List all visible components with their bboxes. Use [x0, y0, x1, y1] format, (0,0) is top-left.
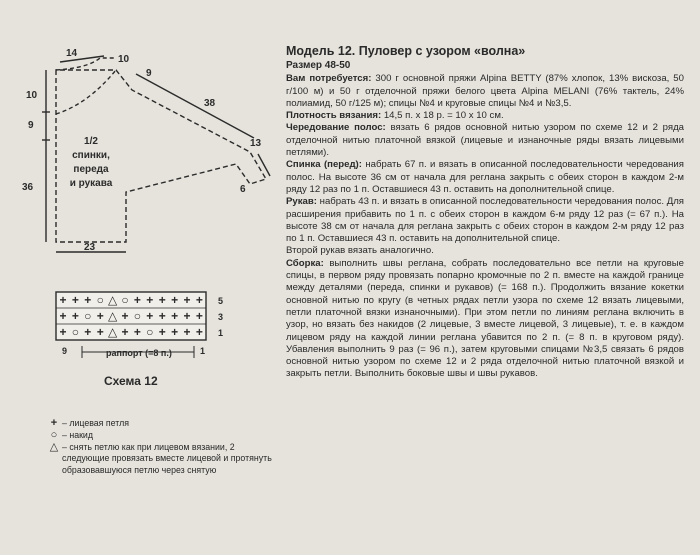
chart-cell: + — [133, 293, 141, 307]
center-label-4: и рукава — [69, 178, 113, 189]
legend-item-decrease — [46, 442, 276, 477]
chart-cell: + — [183, 325, 191, 339]
chart-cell: ○ — [96, 293, 104, 307]
chart-cell: + — [158, 325, 166, 339]
chart-cell: ○ — [84, 309, 92, 323]
start-number: 9 — [62, 346, 68, 356]
chart-cell: + — [146, 309, 154, 323]
chart-cell: + — [171, 325, 179, 339]
article-size: Размер 48-50 — [286, 60, 351, 71]
row-number-5: 5 — [218, 296, 224, 306]
chart-cell: + — [158, 309, 166, 323]
chart-cell: + — [96, 309, 104, 323]
center-label-2: спинки, — [72, 150, 110, 161]
dim-wrist: 6 — [240, 184, 246, 195]
diagram-neckline — [56, 58, 116, 70]
legend — [46, 418, 276, 477]
chart-cell: + — [96, 325, 104, 339]
row-number-1: 1 — [218, 328, 224, 338]
dim-cuff: 13 — [250, 138, 262, 149]
legend-symbol-knit: + — [50, 417, 58, 429]
dim-side-9: 9 — [28, 120, 34, 131]
chart-cell: △ — [107, 325, 118, 339]
chart-cell: △ — [107, 293, 118, 307]
legend-item-yarnover — [46, 430, 276, 442]
legend-symbol-yarnover: ○ — [50, 428, 58, 441]
legend-label-yarnover: – накид — [62, 429, 93, 440]
pattern-diagram — [18, 44, 280, 264]
stitch-chart — [50, 288, 240, 368]
chart-cell: + — [59, 309, 67, 323]
dim-line-cuff — [258, 154, 270, 176]
chart-cell: + — [84, 325, 92, 339]
chart-cell: + — [183, 309, 191, 323]
chart-cell: + — [59, 293, 67, 307]
dim-line-sleeve — [136, 74, 254, 138]
dim-sleeve-length: 38 — [204, 98, 216, 109]
chart-cell: △ — [107, 309, 118, 323]
paragraph-sleeve: Рукав: набрать 43 п. и вязать в описанной последовательности чередования полос. Для расширения прибавить по 1 п. с обеих сторон в каждом 6-м ряду 12 раз (= 67 п.). На высоте 38 см от начала для реглана закрыть с обеих сторон в каждом 2-м ряду 12 раз по 1 п. Оставшиеся 43 п. оставить на дополнительной спице. — [286, 196, 684, 245]
center-label-3: переда — [73, 164, 109, 175]
legend-symbol-decrease: △ — [49, 440, 59, 453]
chart-cell: + — [158, 293, 166, 307]
dim-neck: 10 — [118, 54, 130, 65]
chart-cell: + — [183, 293, 191, 307]
chart-cell: ○ — [146, 325, 154, 339]
dim-top: 14 — [66, 48, 78, 59]
chart-cell: + — [59, 325, 67, 339]
chart-cell: + — [71, 293, 79, 307]
legend-label-decrease: – снять петлю как при лицевом вязании, 2 следующие провязать вместе лицевой и протянуть образовавшуюся петлю через снятую — [62, 441, 272, 476]
legend-label-knit: – лицевая петля — [62, 418, 129, 428]
chart-cell: + — [146, 293, 154, 307]
row-number-3: 3 — [218, 312, 224, 322]
chart-cell: + — [195, 293, 203, 307]
chart-cell: ○ — [133, 309, 142, 323]
chart-cell: + — [84, 293, 92, 307]
article-title: Модель 12. Пуловер с узором «волна» — [286, 44, 526, 58]
paragraph-back-front: Спинка (перед): набрать 67 п. и вязать в описанной последовательности чередования полос. На высоте 36 см от начала для реглана закрыть с обеих сторон в каждом 2-м ряду 12 раз по 1 п. Оставшиеся 43 п. оставить на дополнительной спице. — [286, 159, 684, 195]
chart-cell: + — [195, 325, 203, 339]
chart-cell: + — [171, 309, 179, 323]
dim-bottom: 23 — [84, 242, 96, 253]
diagram-raglan-line — [56, 70, 116, 114]
chart-cell: + — [71, 309, 79, 323]
center-label-1: 1/2 — [84, 136, 98, 147]
chart-cell: + — [195, 309, 203, 323]
chart-cell: + — [121, 309, 129, 323]
end-number: 1 — [200, 346, 206, 356]
chart-cell: ○ — [71, 325, 80, 339]
chart-cell: + — [171, 293, 179, 307]
legend-item-knit — [46, 418, 276, 430]
paragraph-stripes: Чередование полос: вязать 6 рядов основной нитью узором по схеме 12 и 2 ряда отделочной нитью платочной вязкой (лицевые и изнаночные ряды вязать лицевыми петлями). — [286, 122, 685, 159]
article — [286, 44, 684, 381]
chart-cell: ○ — [121, 293, 129, 307]
paragraph-assembly: Сборка: выполнить швы реглана, собрать последовательно все петли на круговые спицы, в первом ряду провязать попарно кромочные по 2 п. вместе на каждой границе между деталями (переда, спинки и рукавов) (= 168 п.). Продолжить вязание кокетки основной нитью по кругу (в четных рядах петли узора по схеме 12 вязать лицевыми, петли платочной вязки изнаночными). При этом петли по линиям реглана включить в узор, но вязать без накидов (2 лицевые, 3 вместе лицевой, 3 лицевые), т. е. в каждом лицевом ряду на каждой линии реглана убавится по 2 п. (= 8 п. в круговом ряду). Убавления выполнить 9 раз (= 96 п.), затем круговыми спицами №3,5 связать 6 рядов основной нитью узором по схеме 12 и 2 ряда отделочной нитью платочной вязкой и закрыть петли. Выполнить боковые швы и швы рукавов. — [286, 257, 684, 380]
paragraph-materials: Вам потребуется: 300 г основной пряжи Alpina BETTY (87% хлопок, 13% вискоза, 50 г/100 м) и 50 г отделочной пряжи белого цвета Alpina MELANI (76% тактель, 24% полиамид, 50 г/125 м); спицы №4 и круговые спицы №4 и №3,5. — [286, 73, 684, 109]
paragraph-second-sleeve: Второй рукав вязать аналогично. — [286, 245, 434, 257]
dim-shoulder: 9 — [146, 68, 152, 79]
chart-cell: + — [121, 325, 129, 339]
dim-side-10: 10 — [26, 90, 38, 101]
dim-height: 36 — [22, 182, 34, 193]
repeat-label: раппорт (=8 п.) — [106, 348, 172, 358]
schema-title: Схема 12 — [104, 374, 158, 388]
chart-cell: + — [133, 325, 141, 339]
paragraph-gauge: Плотность вязания: 14,5 п. х 18 р. = 10 х 10 см. — [286, 110, 504, 122]
